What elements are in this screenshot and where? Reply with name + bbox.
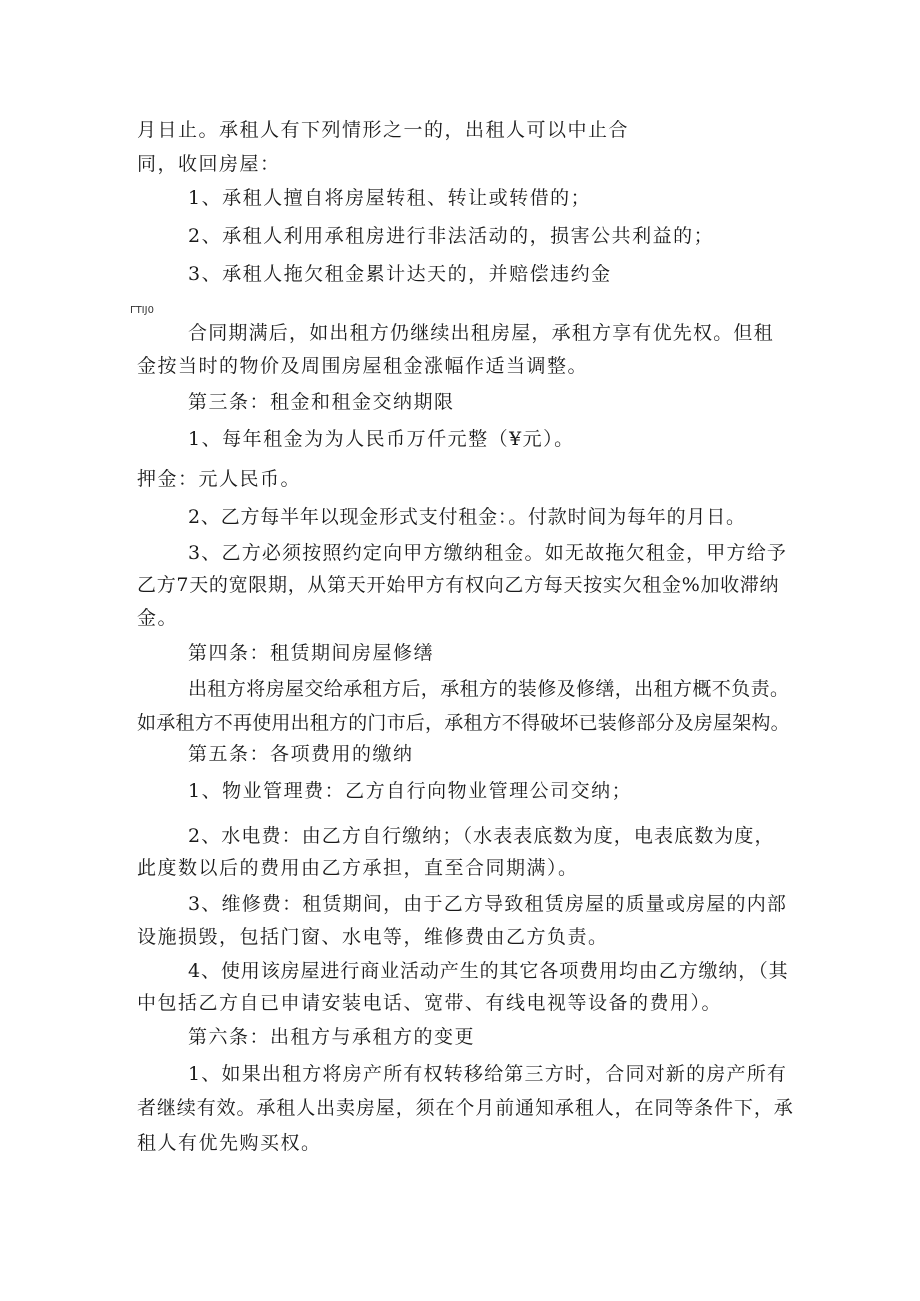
text-line: 合同期满后，如出租方仍继续出租房屋，承租方享有优先权。但租 xyxy=(188,322,774,344)
list-item: 1、每年租金为为人民币万仟元整（¥元）。 xyxy=(188,428,575,450)
text-line: 乙方7天的宽限期，从第天开始甲方有权向乙方每天按实欠租金%加收滞纳 xyxy=(137,574,780,596)
text-line: 出租方将房屋交给承租方后，承租方的装修及修缮，出租方概不负责。 xyxy=(188,678,790,700)
list-item: 2、乙方每半年以现金形式支付租金：。付款时间为每年的月日。 xyxy=(188,506,746,528)
list-item: 1、如果出租方将房产所有权转移给第三方时，合同对新的房产所有 xyxy=(188,1063,788,1085)
text-line: 金按当时的物价及周围房屋租金涨幅作适当调整。 xyxy=(137,355,589,377)
list-item: 3、承租人拖欠租金累计达天的，并赔偿违约金 xyxy=(188,263,612,285)
list-item: 1、承租人擅自将房屋转租、转让或转借的； xyxy=(188,187,592,209)
section-heading: 第三条：租金和租金交纳期限 xyxy=(188,391,455,413)
list-item: 4、使用该房屋进行商业活动产生的其它各项费用均由乙方缴纳，（其 xyxy=(188,960,789,982)
section-heading: 第六条：出租方与承租方的变更 xyxy=(188,1026,476,1048)
text-line: 租人有优先购买权。 xyxy=(137,1132,322,1154)
text-line: 中包括乙方自已申请安装电话、宽带、有线电视等设备的费用）。 xyxy=(137,992,723,1014)
text-line: 此度数以后的费用由乙方承担，直至合同期满）。 xyxy=(137,857,579,879)
text-line: 押金：元人民币。 xyxy=(137,468,302,490)
text-line: 设施损毁，包括门窗、水电等，维修费由乙方负责。 xyxy=(137,926,609,948)
text-line: 者继续有效。承租人出卖房屋，须在个月前通知承租人，在同等条件下，承 xyxy=(137,1097,794,1119)
text-line: 同，收回房屋： xyxy=(137,153,281,175)
list-item: 2、承租人利用承租房进行非法活动的，损害公共利益的； xyxy=(188,225,715,247)
list-item: 1、物业管理费：乙方自行向物业管理公司交纳； xyxy=(188,780,633,802)
list-item: 3、乙方必须按照约定向甲方缴纳租金。如无故拖欠租金，甲方给予 xyxy=(188,542,788,564)
list-item: 3、维修费：租赁期间，由于乙方导致租赁房屋的质量或房屋的内部 xyxy=(188,893,788,915)
section-heading: 第四条：租赁期间房屋修缮 xyxy=(188,642,435,664)
list-item: 2、水电费：由乙方自行缴纳；（水表表底数为度，电表底数为度， xyxy=(188,825,775,847)
text-line: 金。 xyxy=(137,607,179,629)
text-line: 如承租方不再使用出租方的门市后，承租方不得破坏已装修部分及房屋架构。 xyxy=(137,712,790,734)
text-fragment: ΓTIJ0 xyxy=(130,305,154,316)
text-line: 月日止。承租人有下列情形之一的，出租人可以中止合 xyxy=(137,119,630,141)
section-heading: 第五条：各项费用的缴纳 xyxy=(188,743,414,765)
